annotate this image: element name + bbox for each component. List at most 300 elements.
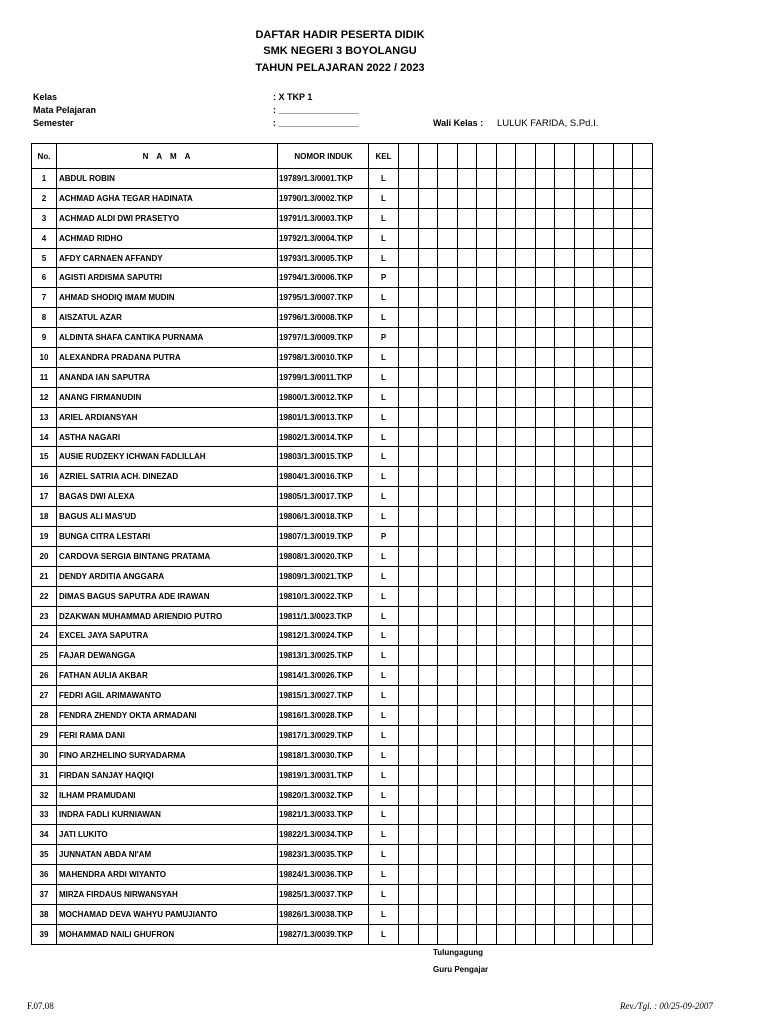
attendance-cell[interactable] [535,686,555,706]
attendance-cell[interactable] [633,367,653,387]
attendance-cell[interactable] [516,924,536,944]
attendance-cell[interactable] [594,407,614,427]
attendance-cell[interactable] [516,606,536,626]
attendance-cell[interactable] [535,845,555,865]
attendance-cell[interactable] [594,586,614,606]
attendance-cell[interactable] [496,188,516,208]
attendance-cell[interactable] [535,507,555,527]
attendance-cell[interactable] [496,228,516,248]
attendance-cell[interactable] [516,885,536,905]
attendance-cell[interactable] [613,208,633,228]
attendance-cell[interactable] [613,606,633,626]
attendance-cell[interactable] [457,467,477,487]
attendance-cell[interactable] [496,367,516,387]
attendance-cell[interactable] [594,367,614,387]
attendance-cell[interactable] [438,626,458,646]
attendance-cell[interactable] [633,288,653,308]
attendance-cell[interactable] [555,427,575,447]
attendance-cell[interactable] [477,904,497,924]
attendance-cell[interactable] [594,566,614,586]
attendance-cell[interactable] [633,865,653,885]
attendance-cell[interactable] [418,725,438,745]
attendance-cell[interactable] [535,228,555,248]
attendance-cell[interactable] [574,348,594,368]
attendance-cell[interactable] [477,169,497,189]
attendance-cell[interactable] [457,706,477,726]
attendance-cell[interactable] [633,745,653,765]
attendance-cell[interactable] [477,527,497,547]
attendance-cell[interactable] [516,387,536,407]
attendance-cell[interactable] [574,447,594,467]
attendance-cell[interactable] [555,487,575,507]
attendance-cell[interactable] [418,169,438,189]
attendance-cell[interactable] [555,308,575,328]
attendance-cell[interactable] [633,387,653,407]
attendance-cell[interactable] [438,885,458,905]
attendance-cell[interactable] [555,626,575,646]
attendance-cell[interactable] [574,666,594,686]
attendance-cell[interactable] [477,825,497,845]
attendance-cell[interactable] [457,208,477,228]
attendance-cell[interactable] [399,706,419,726]
attendance-cell[interactable] [438,646,458,666]
attendance-cell[interactable] [477,686,497,706]
attendance-cell[interactable] [613,546,633,566]
attendance-cell[interactable] [574,924,594,944]
attendance-cell[interactable] [613,367,633,387]
attendance-cell[interactable] [574,765,594,785]
attendance-cell[interactable] [594,228,614,248]
attendance-cell[interactable] [555,447,575,467]
attendance-cell[interactable] [555,606,575,626]
attendance-cell[interactable] [516,865,536,885]
attendance-cell[interactable] [613,646,633,666]
attendance-cell[interactable] [633,904,653,924]
attendance-cell[interactable] [535,666,555,686]
attendance-cell[interactable] [399,407,419,427]
attendance-cell[interactable] [477,288,497,308]
attendance-cell[interactable] [594,885,614,905]
attendance-cell[interactable] [516,328,536,348]
attendance-cell[interactable] [438,805,458,825]
attendance-cell[interactable] [516,367,536,387]
attendance-cell[interactable] [516,308,536,328]
attendance-cell[interactable] [477,248,497,268]
attendance-cell[interactable] [457,686,477,706]
attendance-cell[interactable] [555,586,575,606]
attendance-cell[interactable] [594,527,614,547]
attendance-cell[interactable] [555,745,575,765]
attendance-cell[interactable] [516,427,536,447]
attendance-cell[interactable] [477,646,497,666]
attendance-cell[interactable] [535,646,555,666]
attendance-cell[interactable] [555,825,575,845]
attendance-cell[interactable] [516,228,536,248]
attendance-cell[interactable] [516,169,536,189]
attendance-cell[interactable] [477,367,497,387]
attendance-cell[interactable] [477,805,497,825]
attendance-cell[interactable] [633,825,653,845]
attendance-cell[interactable] [438,904,458,924]
attendance-cell[interactable] [477,507,497,527]
attendance-cell[interactable] [438,825,458,845]
attendance-cell[interactable] [594,268,614,288]
attendance-cell[interactable] [399,507,419,527]
attendance-cell[interactable] [418,686,438,706]
attendance-cell[interactable] [535,546,555,566]
attendance-cell[interactable] [633,924,653,944]
attendance-cell[interactable] [633,427,653,447]
attendance-cell[interactable] [496,328,516,348]
attendance-cell[interactable] [613,885,633,905]
attendance-cell[interactable] [574,885,594,905]
attendance-cell[interactable] [535,626,555,646]
attendance-cell[interactable] [535,706,555,726]
attendance-cell[interactable] [477,745,497,765]
attendance-cell[interactable] [477,566,497,586]
attendance-cell[interactable] [613,248,633,268]
attendance-cell[interactable] [555,924,575,944]
attendance-cell[interactable] [555,328,575,348]
attendance-cell[interactable] [594,248,614,268]
attendance-cell[interactable] [594,904,614,924]
attendance-cell[interactable] [516,467,536,487]
attendance-cell[interactable] [457,785,477,805]
attendance-cell[interactable] [594,745,614,765]
attendance-cell[interactable] [633,407,653,427]
attendance-cell[interactable] [457,865,477,885]
attendance-cell[interactable] [457,348,477,368]
attendance-cell[interactable] [613,407,633,427]
attendance-cell[interactable] [457,845,477,865]
attendance-cell[interactable] [477,765,497,785]
attendance-cell[interactable] [574,745,594,765]
attendance-cell[interactable] [574,626,594,646]
attendance-cell[interactable] [574,546,594,566]
attendance-cell[interactable] [496,825,516,845]
attendance-cell[interactable] [457,268,477,288]
attendance-cell[interactable] [438,328,458,348]
attendance-cell[interactable] [594,825,614,845]
attendance-cell[interactable] [555,646,575,666]
attendance-cell[interactable] [613,169,633,189]
attendance-cell[interactable] [477,785,497,805]
attendance-cell[interactable] [574,288,594,308]
attendance-cell[interactable] [496,586,516,606]
attendance-cell[interactable] [516,825,536,845]
attendance-cell[interactable] [399,546,419,566]
attendance-cell[interactable] [516,904,536,924]
attendance-cell[interactable] [438,924,458,944]
attendance-cell[interactable] [574,487,594,507]
attendance-cell[interactable] [535,904,555,924]
attendance-cell[interactable] [516,646,536,666]
attendance-cell[interactable] [633,248,653,268]
attendance-cell[interactable] [516,765,536,785]
attendance-cell[interactable] [633,228,653,248]
attendance-cell[interactable] [477,626,497,646]
attendance-cell[interactable] [574,825,594,845]
attendance-cell[interactable] [496,646,516,666]
attendance-cell[interactable] [399,924,419,944]
attendance-cell[interactable] [496,208,516,228]
attendance-cell[interactable] [613,666,633,686]
attendance-cell[interactable] [457,407,477,427]
attendance-cell[interactable] [496,686,516,706]
attendance-cell[interactable] [438,387,458,407]
attendance-cell[interactable] [457,427,477,447]
attendance-cell[interactable] [633,546,653,566]
attendance-cell[interactable] [496,785,516,805]
attendance-cell[interactable] [399,268,419,288]
attendance-cell[interactable] [574,367,594,387]
attendance-cell[interactable] [613,904,633,924]
attendance-cell[interactable] [535,885,555,905]
attendance-cell[interactable] [418,845,438,865]
attendance-cell[interactable] [535,427,555,447]
attendance-cell[interactable] [574,865,594,885]
attendance-cell[interactable] [438,765,458,785]
attendance-cell[interactable] [438,745,458,765]
attendance-cell[interactable] [633,308,653,328]
attendance-cell[interactable] [418,188,438,208]
attendance-cell[interactable] [457,924,477,944]
attendance-cell[interactable] [457,328,477,348]
attendance-cell[interactable] [496,407,516,427]
attendance-cell[interactable] [496,527,516,547]
attendance-cell[interactable] [613,268,633,288]
attendance-cell[interactable] [594,208,614,228]
attendance-cell[interactable] [594,626,614,646]
attendance-cell[interactable] [477,188,497,208]
attendance-cell[interactable] [496,904,516,924]
attendance-cell[interactable] [418,268,438,288]
attendance-cell[interactable] [574,169,594,189]
attendance-cell[interactable] [418,566,438,586]
attendance-cell[interactable] [438,268,458,288]
attendance-cell[interactable] [594,865,614,885]
attendance-cell[interactable] [477,308,497,328]
attendance-cell[interactable] [516,348,536,368]
attendance-cell[interactable] [574,527,594,547]
attendance-cell[interactable] [633,845,653,865]
attendance-cell[interactable] [457,805,477,825]
attendance-cell[interactable] [496,765,516,785]
attendance-cell[interactable] [594,288,614,308]
attendance-cell[interactable] [438,865,458,885]
attendance-cell[interactable] [457,646,477,666]
attendance-cell[interactable] [613,845,633,865]
attendance-cell[interactable] [399,188,419,208]
attendance-cell[interactable] [457,606,477,626]
attendance-cell[interactable] [516,626,536,646]
attendance-cell[interactable] [574,268,594,288]
attendance-cell[interactable] [555,904,575,924]
attendance-cell[interactable] [438,606,458,626]
attendance-cell[interactable] [457,169,477,189]
attendance-cell[interactable] [555,566,575,586]
attendance-cell[interactable] [535,865,555,885]
attendance-cell[interactable] [613,467,633,487]
attendance-cell[interactable] [438,487,458,507]
attendance-cell[interactable] [633,885,653,905]
attendance-cell[interactable] [594,765,614,785]
attendance-cell[interactable] [477,865,497,885]
attendance-cell[interactable] [438,527,458,547]
attendance-cell[interactable] [535,308,555,328]
attendance-cell[interactable] [418,825,438,845]
attendance-cell[interactable] [477,208,497,228]
attendance-cell[interactable] [399,447,419,467]
attendance-cell[interactable] [418,248,438,268]
attendance-cell[interactable] [633,487,653,507]
attendance-cell[interactable] [516,686,536,706]
attendance-cell[interactable] [496,745,516,765]
attendance-cell[interactable] [418,706,438,726]
attendance-cell[interactable] [594,348,614,368]
attendance-cell[interactable] [555,845,575,865]
attendance-cell[interactable] [613,566,633,586]
attendance-cell[interactable] [418,367,438,387]
attendance-cell[interactable] [594,188,614,208]
attendance-cell[interactable] [496,666,516,686]
attendance-cell[interactable] [633,765,653,785]
attendance-cell[interactable] [418,208,438,228]
attendance-cell[interactable] [633,586,653,606]
attendance-cell[interactable] [555,467,575,487]
attendance-cell[interactable] [438,208,458,228]
attendance-cell[interactable] [613,865,633,885]
attendance-cell[interactable] [574,785,594,805]
attendance-cell[interactable] [399,328,419,348]
attendance-cell[interactable] [633,666,653,686]
attendance-cell[interactable] [496,805,516,825]
attendance-cell[interactable] [438,407,458,427]
attendance-cell[interactable] [418,666,438,686]
attendance-cell[interactable] [613,805,633,825]
attendance-cell[interactable] [399,865,419,885]
attendance-cell[interactable] [516,725,536,745]
attendance-cell[interactable] [613,387,633,407]
attendance-cell[interactable] [477,606,497,626]
attendance-cell[interactable] [613,825,633,845]
attendance-cell[interactable] [418,308,438,328]
attendance-cell[interactable] [399,527,419,547]
attendance-cell[interactable] [555,288,575,308]
attendance-cell[interactable] [633,348,653,368]
attendance-cell[interactable] [418,348,438,368]
attendance-cell[interactable] [438,546,458,566]
attendance-cell[interactable] [418,885,438,905]
attendance-cell[interactable] [496,308,516,328]
attendance-cell[interactable] [594,507,614,527]
attendance-cell[interactable] [438,188,458,208]
attendance-cell[interactable] [535,586,555,606]
attendance-cell[interactable] [418,427,438,447]
attendance-cell[interactable] [399,427,419,447]
attendance-cell[interactable] [457,487,477,507]
attendance-cell[interactable] [555,387,575,407]
attendance-cell[interactable] [399,566,419,586]
attendance-cell[interactable] [535,348,555,368]
attendance-cell[interactable] [633,646,653,666]
attendance-cell[interactable] [399,586,419,606]
attendance-cell[interactable] [477,666,497,686]
attendance-cell[interactable] [496,348,516,368]
attendance-cell[interactable] [555,546,575,566]
attendance-cell[interactable] [477,706,497,726]
attendance-cell[interactable] [418,387,438,407]
attendance-cell[interactable] [477,407,497,427]
attendance-cell[interactable] [496,507,516,527]
attendance-cell[interactable] [399,228,419,248]
attendance-cell[interactable] [399,666,419,686]
attendance-cell[interactable] [418,745,438,765]
attendance-cell[interactable] [457,188,477,208]
attendance-cell[interactable] [399,208,419,228]
attendance-cell[interactable] [574,646,594,666]
attendance-cell[interactable] [438,507,458,527]
attendance-cell[interactable] [496,845,516,865]
attendance-cell[interactable] [633,467,653,487]
attendance-cell[interactable] [477,885,497,905]
attendance-cell[interactable] [438,348,458,368]
attendance-cell[interactable] [594,666,614,686]
attendance-cell[interactable] [496,427,516,447]
attendance-cell[interactable] [574,407,594,427]
attendance-cell[interactable] [574,427,594,447]
attendance-cell[interactable] [633,626,653,646]
attendance-cell[interactable] [535,467,555,487]
attendance-cell[interactable] [594,785,614,805]
attendance-cell[interactable] [613,745,633,765]
attendance-cell[interactable] [477,924,497,944]
attendance-cell[interactable] [613,507,633,527]
attendance-cell[interactable] [399,845,419,865]
attendance-cell[interactable] [438,427,458,447]
attendance-cell[interactable] [399,467,419,487]
attendance-cell[interactable] [594,805,614,825]
attendance-cell[interactable] [633,268,653,288]
attendance-cell[interactable] [457,288,477,308]
attendance-cell[interactable] [418,586,438,606]
attendance-cell[interactable] [633,706,653,726]
attendance-cell[interactable] [496,566,516,586]
attendance-cell[interactable] [418,904,438,924]
attendance-cell[interactable] [516,268,536,288]
attendance-cell[interactable] [555,367,575,387]
attendance-cell[interactable] [496,248,516,268]
attendance-cell[interactable] [574,805,594,825]
attendance-cell[interactable] [496,268,516,288]
attendance-cell[interactable] [457,566,477,586]
attendance-cell[interactable] [438,785,458,805]
attendance-cell[interactable] [594,169,614,189]
attendance-cell[interactable] [438,586,458,606]
attendance-cell[interactable] [399,825,419,845]
attendance-cell[interactable] [633,527,653,547]
attendance-cell[interactable] [438,686,458,706]
attendance-cell[interactable] [613,686,633,706]
attendance-cell[interactable] [613,706,633,726]
attendance-cell[interactable] [574,188,594,208]
attendance-cell[interactable] [633,725,653,745]
attendance-cell[interactable] [418,865,438,885]
attendance-cell[interactable] [496,467,516,487]
attendance-cell[interactable] [555,706,575,726]
attendance-cell[interactable] [457,507,477,527]
attendance-cell[interactable] [613,765,633,785]
